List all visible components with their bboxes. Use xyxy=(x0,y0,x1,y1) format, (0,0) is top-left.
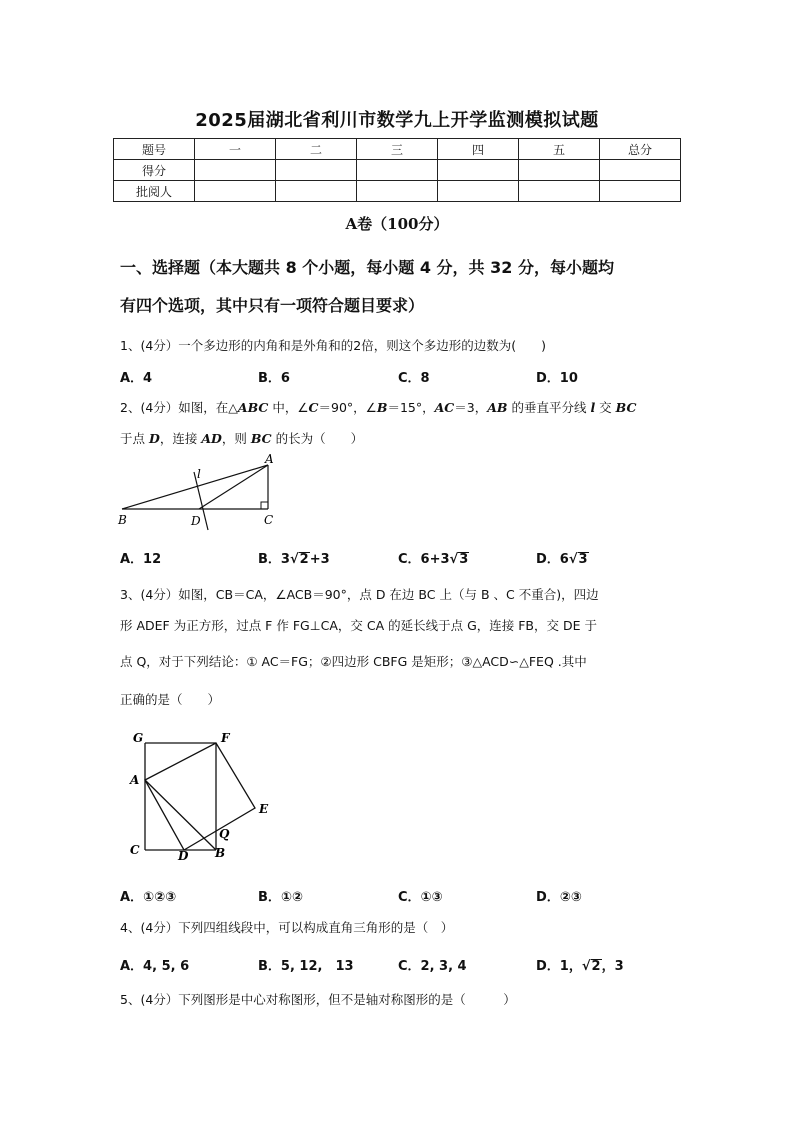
table-cell xyxy=(438,160,519,181)
table-cell: 三 xyxy=(357,139,438,160)
part1-heading-line2: 有四个选项，其中只有一项符合题目要求） xyxy=(120,296,425,315)
part1-heading-line1: 一、选择题（本大题共 8 个小题，每小题 4 分，共 32 分，每小题均 xyxy=(120,258,614,277)
label-f: F xyxy=(221,731,230,745)
label-a: A xyxy=(130,773,140,787)
page-title: 2025届湖北省利川市数学九上开学监测模拟试题 xyxy=(195,110,599,131)
segment-ab xyxy=(145,780,216,850)
label-g: G xyxy=(133,731,144,745)
table-cell xyxy=(519,160,600,181)
label-b: B xyxy=(118,513,127,527)
score-table-header-row xyxy=(114,139,681,160)
q2-option-d[interactable]: D．6√3 xyxy=(536,552,588,567)
question-3-line4: 正确的是（ ） xyxy=(120,692,221,707)
right-angle-mark xyxy=(261,502,268,509)
question-3-line2: 形 ADEF 为正方形，过点 F 作 FG⊥CA，交 CA 的延长线于点 G，连接 FB，交 DE 于 xyxy=(120,618,597,633)
table-row-label: 批阅人 xyxy=(114,181,195,202)
score-table xyxy=(113,138,681,202)
table-cell xyxy=(600,160,681,181)
q3-option-d[interactable]: D．②③ xyxy=(536,890,582,905)
q3-square-figure xyxy=(125,728,275,868)
table-cell: 二 xyxy=(276,139,357,160)
score-table-row xyxy=(114,160,681,181)
table-cell: 题号 xyxy=(114,139,195,160)
q4-option-a[interactable]: A．4, 5, 6 xyxy=(120,959,190,974)
question-2-line1: 2、(4分）如图，在△ABC 中，∠C＝90°，∠B＝15°，AC＝3，AB 的垂直平分线 l 交 BC xyxy=(120,400,637,415)
question-3-line3: 点 Q，对于下列结论：① AC＝FG；②四边形 CBFG 是矩形；③△ACD∽△FEQ .其中 xyxy=(120,654,587,669)
label-d: D xyxy=(191,514,201,528)
q4-option-b[interactable]: B．5, 12, 13 xyxy=(258,959,354,974)
section-a-heading: A卷（100分） xyxy=(345,215,449,233)
q1-option-b[interactable]: B．6 xyxy=(258,371,290,386)
label-c: C xyxy=(130,843,140,857)
label-l: l xyxy=(197,467,201,481)
q1-option-a[interactable]: A．4 xyxy=(120,371,153,386)
table-cell xyxy=(357,181,438,202)
question-3-line1: 3、(4分）如图，CB＝CA，∠ACB＝90°，点 D 在边 BC 上（与 B 、C 不重合)，四边 xyxy=(120,587,599,602)
label-a: A xyxy=(265,452,274,466)
q2-option-c[interactable]: C．6+3√3 xyxy=(398,552,469,567)
table-cell xyxy=(195,181,276,202)
table-cell: 一 xyxy=(195,139,276,160)
q3-option-c[interactable]: C．①③ xyxy=(398,890,443,905)
q3-option-b[interactable]: B．①② xyxy=(258,890,303,905)
question-2-line2: 于点 D，连接 AD，则 BC 的长为（ ） xyxy=(120,431,364,446)
label-c: C xyxy=(264,513,274,527)
table-cell xyxy=(276,181,357,202)
table-cell: 总分 xyxy=(600,139,681,160)
q4-option-d[interactable]: D．1，√2，3 xyxy=(536,959,624,974)
q2-option-a[interactable]: A．12 xyxy=(120,552,162,567)
table-cell: 五 xyxy=(519,139,600,160)
table-cell: 四 xyxy=(438,139,519,160)
label-b: B xyxy=(215,846,226,860)
label-d: D xyxy=(178,849,189,863)
q3-option-a[interactable]: A．①②③ xyxy=(120,890,177,905)
table-cell xyxy=(357,160,438,181)
q2-option-b[interactable]: B．3√2+3 xyxy=(258,552,330,567)
label-e: E xyxy=(259,802,269,816)
segment-ab xyxy=(122,465,268,509)
question-4-text: 4、(4分）下列四组线段中，可以构成直角三角形的是（ ） xyxy=(120,920,454,935)
q2-triangle-figure xyxy=(115,448,285,534)
table-cell xyxy=(519,181,600,202)
table-row-label: 得分 xyxy=(114,160,195,181)
q4-option-c[interactable]: C．2, 3, 4 xyxy=(398,959,467,974)
segment-ad xyxy=(199,465,268,509)
question-5-text: 5、(4分）下列图形是中心对称图形，但不是轴对称图形的是（ ） xyxy=(120,992,516,1007)
label-q: Q xyxy=(219,827,230,841)
question-1-text: 1、(4分）一个多边形的内角和是外角和的2倍，则这个多边形的边数为( ) xyxy=(120,338,546,353)
table-cell xyxy=(276,160,357,181)
table-cell xyxy=(600,181,681,202)
q1-option-d[interactable]: D．10 xyxy=(536,371,578,386)
table-cell xyxy=(438,181,519,202)
q1-option-c[interactable]: C．8 xyxy=(398,371,430,386)
table-cell xyxy=(195,160,276,181)
score-table-row xyxy=(114,181,681,202)
